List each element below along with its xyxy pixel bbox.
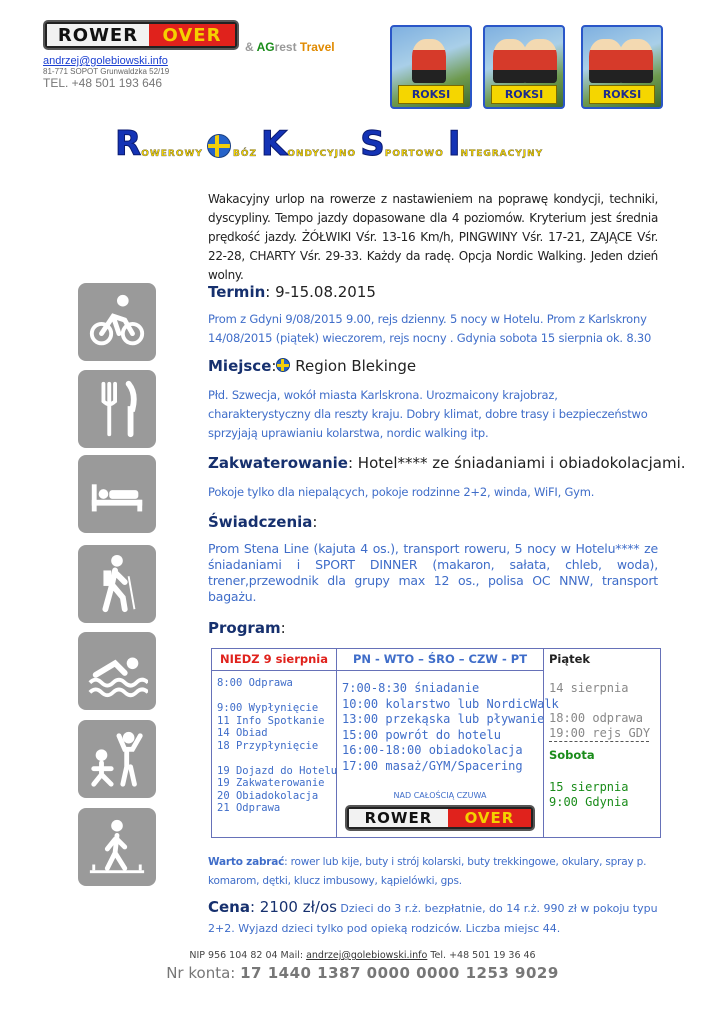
friday-odprawa: 18:00 odprawa bbox=[549, 711, 643, 725]
friday-date: 14 sierpnia bbox=[549, 681, 629, 695]
walker-icon bbox=[78, 808, 156, 886]
col-header: Piątek bbox=[549, 652, 591, 666]
cyclist-icon bbox=[78, 283, 156, 361]
col-schedule: 7:00-8:30 śniadanie 10:00 kolarstwo lub NordicWalk 13:00 przekąska lub pływanie 15:00 powrót do hotelu 16:00-18:00 obiadokolacja 17:00 masaż/GYM/Spacering bbox=[342, 681, 559, 773]
roksi-photo-3 bbox=[581, 25, 663, 109]
footer-email-link[interactable]: andrzej@golebiowski.info bbox=[306, 950, 428, 961]
roksi-label: ROKSI bbox=[589, 85, 655, 104]
bring-list: Warto zabrać: rower lub kije, buty i strój kolarski, buty trekkingowe, okulary, spray p. komarom, dętki, klucz imbusowy, kąpielówki, gps. bbox=[208, 856, 647, 887]
swiadczenia-desc: Prom Stena Line (kajuta 4 os.), transport roweru, 5 nocy w Hotelu**** ze śniadaniami i SPORT DINNER (makaron, sałata, chleb, woda), trener,przewodnik dla grupy max 12 os., polisa OC NNW, transport bagażu. bbox=[208, 541, 658, 604]
roksi-photo-2 bbox=[483, 25, 565, 109]
zakwaterowanie-desc: Pokoje tylko dla niepalących, pokoje rodzinne 2+2, winda, WiFI, Gym. bbox=[208, 485, 595, 499]
bed-icon bbox=[78, 455, 156, 533]
friday-rejs: 19:00 rejs GDY bbox=[549, 726, 651, 740]
fork-knife-icon bbox=[78, 370, 156, 448]
sweden-flag-icon bbox=[276, 358, 290, 372]
col-header: NIEDZ 9 sierpnia bbox=[212, 649, 336, 671]
roksi-label: ROKSI bbox=[491, 85, 557, 104]
page-title: R OWEROWY BÓZ K ONDYCYJNO S PORTOWO I NTEGRACYJNY bbox=[115, 124, 544, 164]
exercise-icon bbox=[78, 720, 156, 798]
col-schedule: 8:00 Odprawa 9:00 Wypłynięcie 11 Info Spotkanie 14 Obiad 18 Przypłynięcie 19 Dojazd do Hotelu 19 Zakwaterowanie 20 Obiadokolacja 21 Odprawa bbox=[217, 677, 338, 814]
swimmer-icon bbox=[78, 632, 156, 710]
program-col-friday bbox=[544, 649, 660, 837]
logo-over-text: OVER bbox=[149, 24, 235, 46]
swiadczenia-heading: Świadczenia: bbox=[208, 513, 318, 531]
bank-account: Nr konta: 17 1440 1387 0000 0000 1253 9029 bbox=[166, 964, 559, 982]
program-col-weekdays bbox=[337, 649, 559, 837]
agrest-travel-label: & AGrest Travel bbox=[245, 40, 335, 54]
miejsce-heading: Miejsce: Region Blekinge bbox=[208, 357, 417, 375]
logo-rower-text: ROWER bbox=[47, 24, 149, 46]
saturday-gdynia: 9:00 Gdynia bbox=[549, 795, 629, 809]
col-header: PN - WTO – ŚRO – CZW - PT bbox=[337, 649, 543, 671]
supervision-note: NAD CAŁOŚCIĄ CZUWA bbox=[393, 791, 487, 800]
intro-text: Wakacyjny urlop na rowerze z nastawieniem na poprawę kondycji, techniki, dyscypliny. Tempo jazdy dopasowane dla 4 poziomów. Kryterium jest średnia prędkość jazdy. ŻÓŁWIKI Vśr. 13-16 Km/h, PINGWINY Vśr. 17-21, ZAJĄCE Vśr. 22-28, CHARTY Vśr. 29-33. Każdy da radę. Opcja Nordic Walking. Jeden dzień wolny. bbox=[208, 192, 658, 282]
header-email-link[interactable]: andrzej@golebiowski.info bbox=[43, 55, 168, 67]
divider bbox=[549, 741, 649, 742]
rowerover-logo bbox=[43, 20, 239, 50]
program-col-sunday bbox=[212, 649, 337, 837]
termin-desc: Prom z Gdyni 9/08/2015 9.00, rejs dzienny. 5 nocy w Hotelu. Prom z Karlskrony 14/08/2015 (piątek) wieczorem, rejs nocny . Gdynia sobota 15 sierpnia ok. 8.30 bbox=[208, 312, 652, 345]
program-heading: Program: bbox=[208, 619, 286, 637]
hiker-icon bbox=[78, 545, 156, 623]
saturday-label: Sobota bbox=[549, 748, 595, 762]
roksi-photo-1 bbox=[390, 25, 472, 109]
sweden-flag-icon bbox=[207, 134, 231, 158]
footer-contact: NIP 956 104 82 04 Mail: andrzej@golebiowski.info Tel. +48 501 19 36 46 bbox=[189, 950, 536, 961]
saturday-date: 15 sierpnia bbox=[549, 780, 629, 794]
program-table bbox=[211, 648, 661, 838]
rowerover-logo-small: ROWER OVER bbox=[345, 805, 535, 831]
header-phone: TEL. +48 501 193 646 bbox=[43, 76, 163, 90]
roksi-label: ROKSI bbox=[398, 85, 464, 104]
termin-heading: Termin: 9-15.08.2015 bbox=[208, 283, 376, 301]
miejsce-desc: Płd. Szwecja, wokół miasta Karlskrona. Urozmaicony krajobraz, charakterystyczny dla reszty kraju. Dobry klimat, dobre trasy i bezpieczeństwo sprzyjają uprawianiu kolarstwa, nordic walking itp. bbox=[208, 388, 648, 440]
zakwaterowanie-heading: Zakwaterowanie: Hotel**** ze śniadaniami i obiadokolacjami. bbox=[208, 454, 686, 472]
price-section: Cena: 2100 zł/os Dzieci do 3 r.ż. bezpłatnie, do 14 r.ż. 990 zł w pokoju typu 2+2. Wyjazd dzieci tylko pod opieką rodziców. Liczba miejsc 44. bbox=[208, 898, 658, 935]
header-address: 81-771 SOPOT Grunwaldzka 52/19 bbox=[43, 67, 170, 76]
